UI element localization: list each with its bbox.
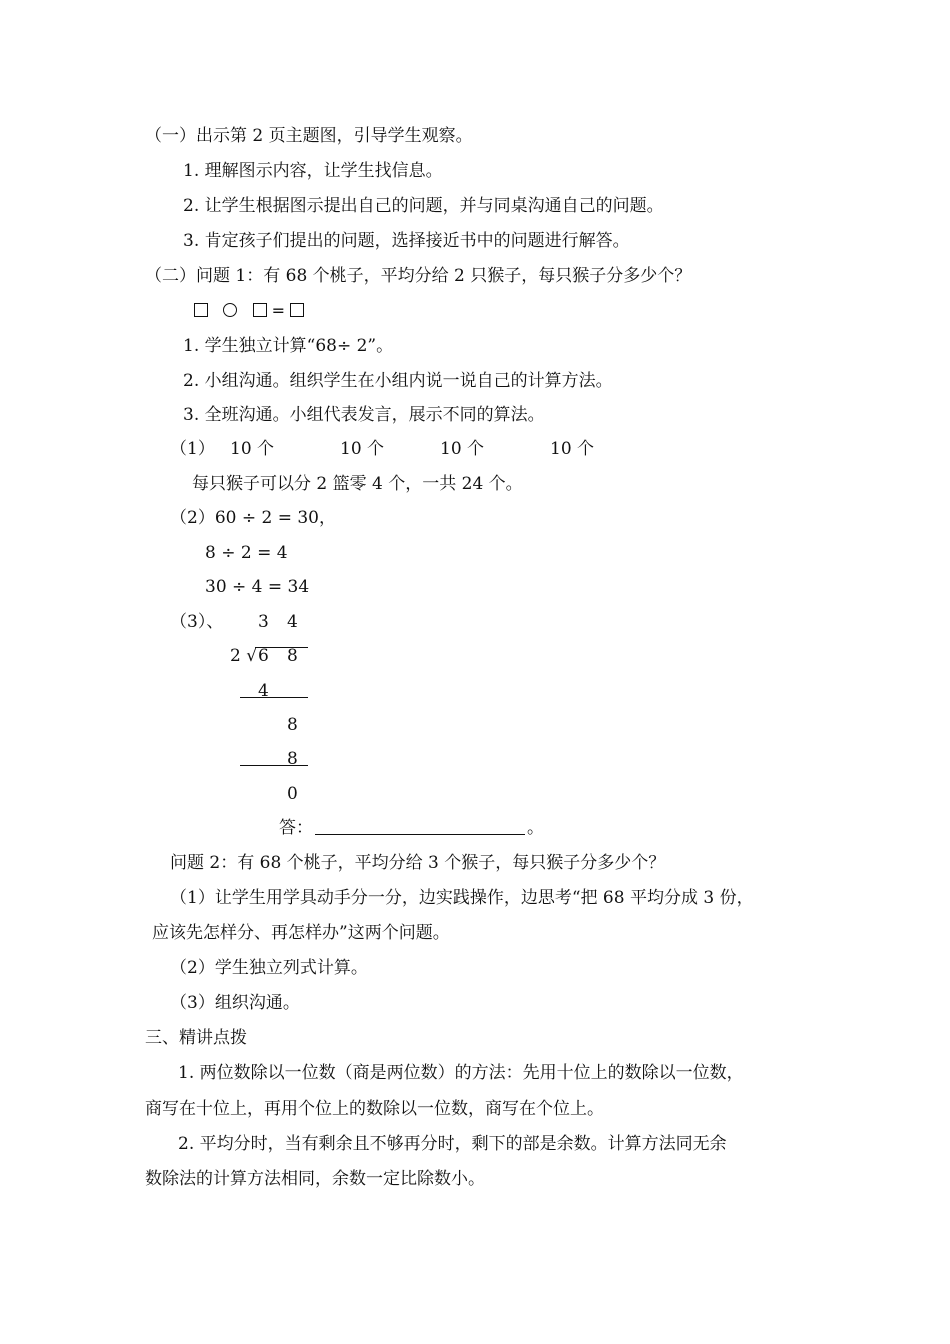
quotient-digit: 3: [258, 612, 269, 632]
text-line: 数除法的计算方法相同，余数一定比除数小。: [145, 1169, 485, 1189]
blank-equation: [194, 300, 304, 322]
step-line: 1. 理解图示内容，让学生找信息。: [183, 161, 443, 181]
text-line: 商写在十位上，再用个位上的数除以一位数，商写在个位上。: [145, 1099, 604, 1119]
text-line: 每只猴子可以分 2 篮零 4 个，一共 24 个。: [192, 474, 523, 494]
text-line: （1）让学生用学具动手分一分，边实践操作，边思考“把 68 平均分成 3 份，: [170, 888, 754, 908]
group-label: 10 个: [440, 439, 485, 459]
method-label: （1）: [170, 439, 215, 459]
blank-circle-icon: [223, 303, 237, 317]
equals-sign: =: [271, 301, 286, 320]
answer-blank: [315, 834, 525, 835]
answer-end: 。: [527, 818, 544, 838]
group-label: 10 个: [550, 439, 595, 459]
text-line: 1. 两位数除以一位数（商是两位数）的方法：先用十位上的数除以一位数，: [178, 1063, 744, 1083]
step-line: 3. 肯定孩子们提出的问题，选择接近书中的问题进行解答。: [183, 231, 630, 251]
division-bar: [255, 647, 308, 648]
blank-box-icon: [290, 303, 304, 317]
step-line: 3. 全班沟通。小组代表发言，展示不同的算法。: [183, 405, 545, 425]
subtraction-line: [240, 697, 308, 698]
quotient-digit: 4: [287, 612, 298, 632]
partial-product: 4: [258, 681, 269, 701]
step-line: 2. 小组沟通。组织学生在小组内说一说自己的计算方法。: [183, 371, 613, 391]
equation-line: 8 ÷ 2 = 4: [205, 543, 288, 563]
blank-box-icon: [194, 303, 208, 317]
question-1: （二）问题 1：有 68 个桃子，平均分给 2 只猴子，每只猴子分多少个？: [145, 266, 692, 286]
divisor-sign: 2 √: [230, 646, 258, 666]
text-line: （2）学生独立列式计算。: [170, 958, 368, 978]
remainder-step: 8: [287, 715, 298, 735]
section-heading-3: 三、精讲点拨: [145, 1028, 247, 1048]
step-line: 2. 让学生根据图示提出自己的问题，并与同桌沟通自己的问题。: [183, 196, 664, 216]
group-label: 10 个: [230, 439, 275, 459]
method-label: （3）、: [170, 612, 224, 632]
dividend-digit: 6: [258, 646, 269, 666]
equation-line: 30 ÷ 4 = 34: [205, 577, 310, 597]
dividend-digit: 8: [287, 646, 298, 666]
partial-product: 8: [287, 749, 298, 769]
final-remainder: 0: [287, 784, 298, 804]
text-line: （3）组织沟通。: [170, 993, 300, 1013]
equation-line: （2）60 ÷ 2 = 30，: [170, 508, 336, 528]
subtraction-line: [240, 765, 308, 766]
question-2: 问题 2：有 68 个桃子，平均分给 3 个猴子，每只猴子分多少个？: [170, 853, 666, 873]
answer-label: 答：: [279, 818, 313, 838]
text-line: 2. 平均分时，当有剩余且不够再分时，剩下的部是余数。计算方法同无余: [178, 1134, 727, 1154]
text-line: 应该先怎样分、再怎样办”这两个问题。: [152, 923, 450, 943]
group-label: 10 个: [340, 439, 385, 459]
step-line: 1. 学生独立计算“68÷ 2”。: [183, 336, 394, 356]
blank-box-icon: [253, 303, 267, 317]
section-heading-1: （一）出示第 2 页主题图，引导学生观察。: [145, 126, 473, 146]
